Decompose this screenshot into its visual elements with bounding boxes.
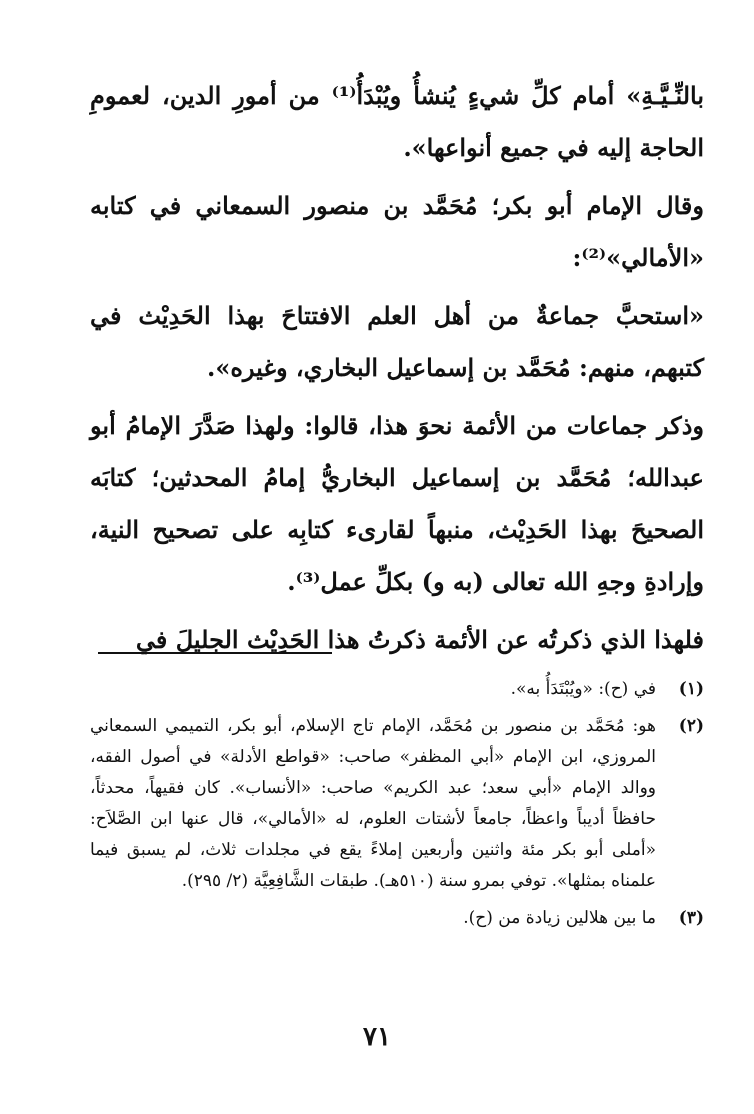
main-text-body xyxy=(90,70,704,666)
footnote-number: (١) xyxy=(678,679,704,699)
paragraph-5: فلهذا الذي ذكرتُه عن الأئمة ذكرتُ هذا الحَدِيْث الجليلَ في xyxy=(135,625,704,654)
paragraph-2: وقال الإمام أبو بكر؛ مُحَمَّد بن منصور السمعاني في كتابه «الأمالي»⁽²⁾: xyxy=(90,191,704,272)
footnotes-section xyxy=(90,674,704,940)
page-number: ٧١ xyxy=(363,1022,391,1052)
footnote-text: ما بين هلالين زيادة من (ح). xyxy=(463,908,656,928)
footnote-text: في (ح): «ويُبْتَدَأُ به». xyxy=(510,679,656,699)
footnote-2 xyxy=(90,711,704,897)
footnote-number: (٣) xyxy=(678,908,704,928)
footnote-3 xyxy=(90,903,704,934)
paragraph-3: «استحبَّ جماعةٌ من أهل العلم الافتتاحَ بهذا الحَدِيْث في كتبهم، منهم: مُحَمَّد بن إسماعيل البخاري، وغيره». xyxy=(90,301,704,382)
paragraph-1: بالنِّـيَّـةِ» أمام كلِّ شيءٍ يُنشأُ ويُبْدَأُ⁽¹⁾ من أمورِ الدين، لعمومِ الحاجة إليه في جميع أنواعها». xyxy=(90,81,704,162)
footnote-divider xyxy=(98,652,332,654)
footnote-1 xyxy=(90,674,704,705)
footnote-text: هو: مُحَمَّد بن منصور بن مُحَمَّد، الإمام تاج الإسلام، أبو بكر، التميمي السمعاني المروزي، ابن الإمام «أبي المظفر» صاحب: «قواطع الأدلة» في أصول الفقه، ووالد الإمام «أبي سعد؛ عبد الكريم» صاحب: «الأنساب». كان فقيهاً، محدثاً، حافظاً أديباً واعظاً، جامعاً لأشتات العلوم، له «الأمالي»، قال عنها ابن الصَّلاَح: «أملى أبو بكر مئة واثنين وأربعين إملاءً يقع في مجلدات ثلاث، لم يسبق فيما علمناه بمثلها». توفي بمرو سنة (٥١٠هـ). طبقات الشَّافِعِيَّة (٢/ ٢٩٥). xyxy=(90,716,656,891)
paragraph-4: وذكر جماعات من الأئمة نحوَ هذا، قالوا: ولهذا صَدَّرَ الإمامُ أبو عبدالله؛ مُحَمَّد بن إسماعيل البخاريُّ إمامُ المحدثين؛ كتابَه الصحيحَ بهذا الحَدِيْث، منبهاً لقارىء كتابِه على تصحيح النية، وإرادةِ وجهِ الله تعالى (به و) بكلِّ عمل⁽³⁾. xyxy=(90,411,704,596)
footnote-number: (٢) xyxy=(678,716,704,736)
